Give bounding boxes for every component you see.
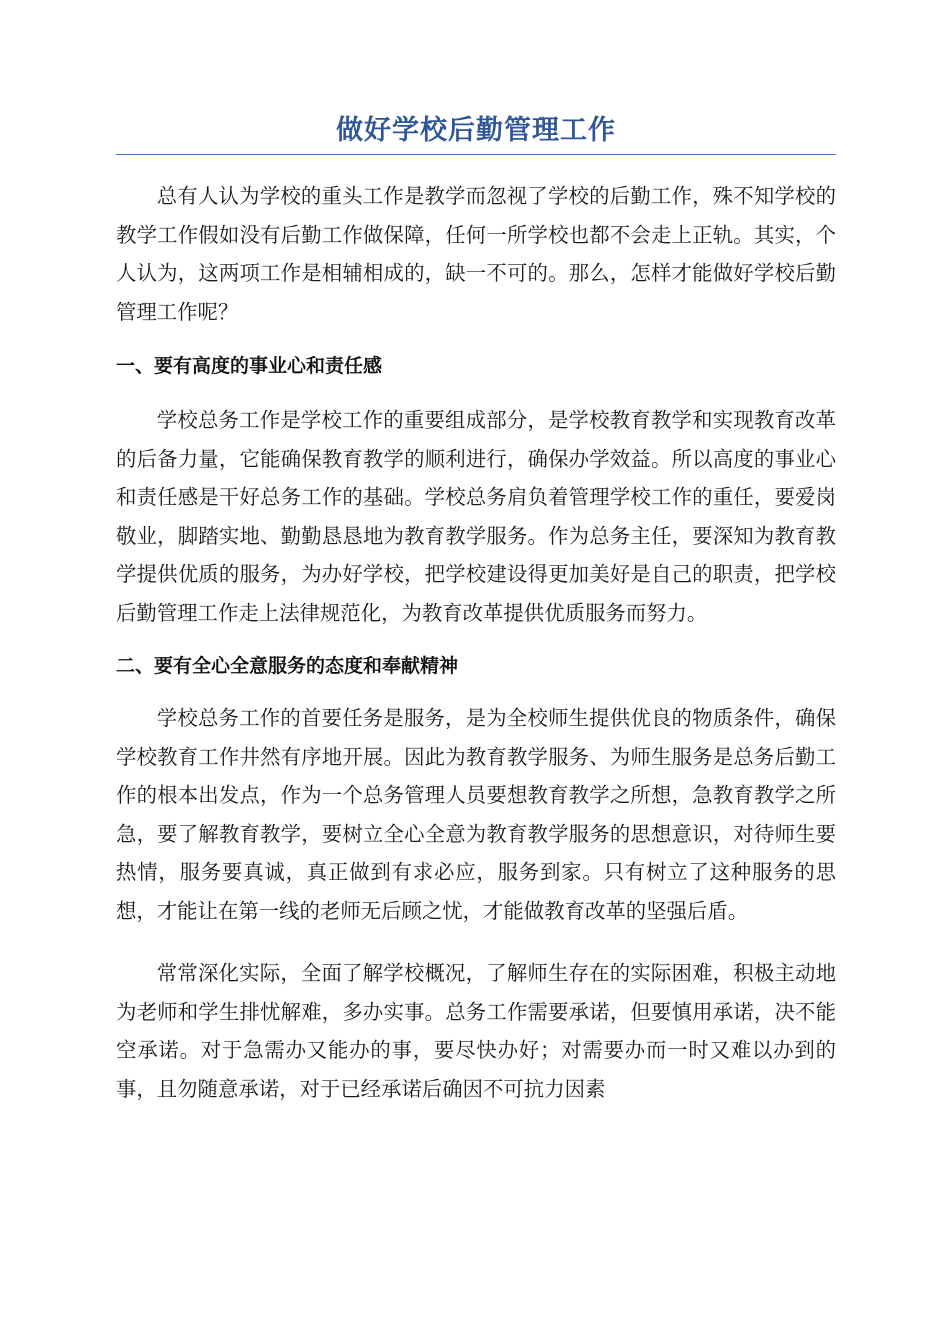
section-heading-1: 一、要有高度的事业心和责任感 bbox=[116, 355, 383, 377]
intro-paragraph: 总有人认为学校的重头工作是教学而忽视了学校的后勤工作，殊不知学校的教学工作假如没有后勤工作做保障，任何一所学校也都不会走上正轨。其实，个人认为，这两项工作是相辅相成的，缺一不可的。那么，怎样才能做好学校后勤管理工作呢？ bbox=[116, 184, 836, 324]
document-title: 做好学校后勤管理工作 bbox=[116, 112, 836, 155]
document-body bbox=[116, 112, 836, 1108]
section-1-paragraph: 学校总务工作是学校工作的重要组成部分，是学校教育教学和实现教育改革的后备力量，它能确保教育教学的顺利进行，确保办学效益。所以高度的事业心和责任感是干好总务工作的基础。学校总务肩负着管理学校工作的重任，要爱岗敬业，脚踏实地、勤勤恳恳地为教育教学服务。作为总务主任，要深知为教育教学提供优质的服务，为办好学校，把学校建设得更加美好是自己的职责，把学校后勤管理工作走上法律规范化，为教育改革提供优质服务而努力。 bbox=[116, 408, 836, 625]
section-2-paragraph-1: 学校总务工作的首要任务是服务，是为全校师生提供优良的物质条件，确保学校教育工作井然有序地开展。因此为教育教学服务、为师生服务是总务后勤工作的根本出发点，作为一个总务管理人员要想教育教学之所想，急教育教学之所急，要了解教育教学，要树立全心全意为教育教学服务的思想意识，对待师生要热情，服务要真诚，真正做到有求必应，服务到家。只有树立了这种服务的思想，才能让在第一线的老师无后顾之忧，才能做教育改革的坚强后盾。 bbox=[116, 706, 836, 923]
section-2-paragraph-2: 常常深化实际，全面了解学校概况，了解师生存在的实际困难，积极主动地为老师和学生排忧解难，多办实事。总务工作需要承诺，但要慎用承诺，决不能空承诺。对于急需办又能办的事，要尽快办好；对需要办而一时又难以办到的事，且勿随意承诺，对于已经承诺后确因不可抗力因素 bbox=[116, 961, 836, 1101]
section-heading-2: 二、要有全心全意服务的态度和奉献精神 bbox=[116, 655, 459, 677]
